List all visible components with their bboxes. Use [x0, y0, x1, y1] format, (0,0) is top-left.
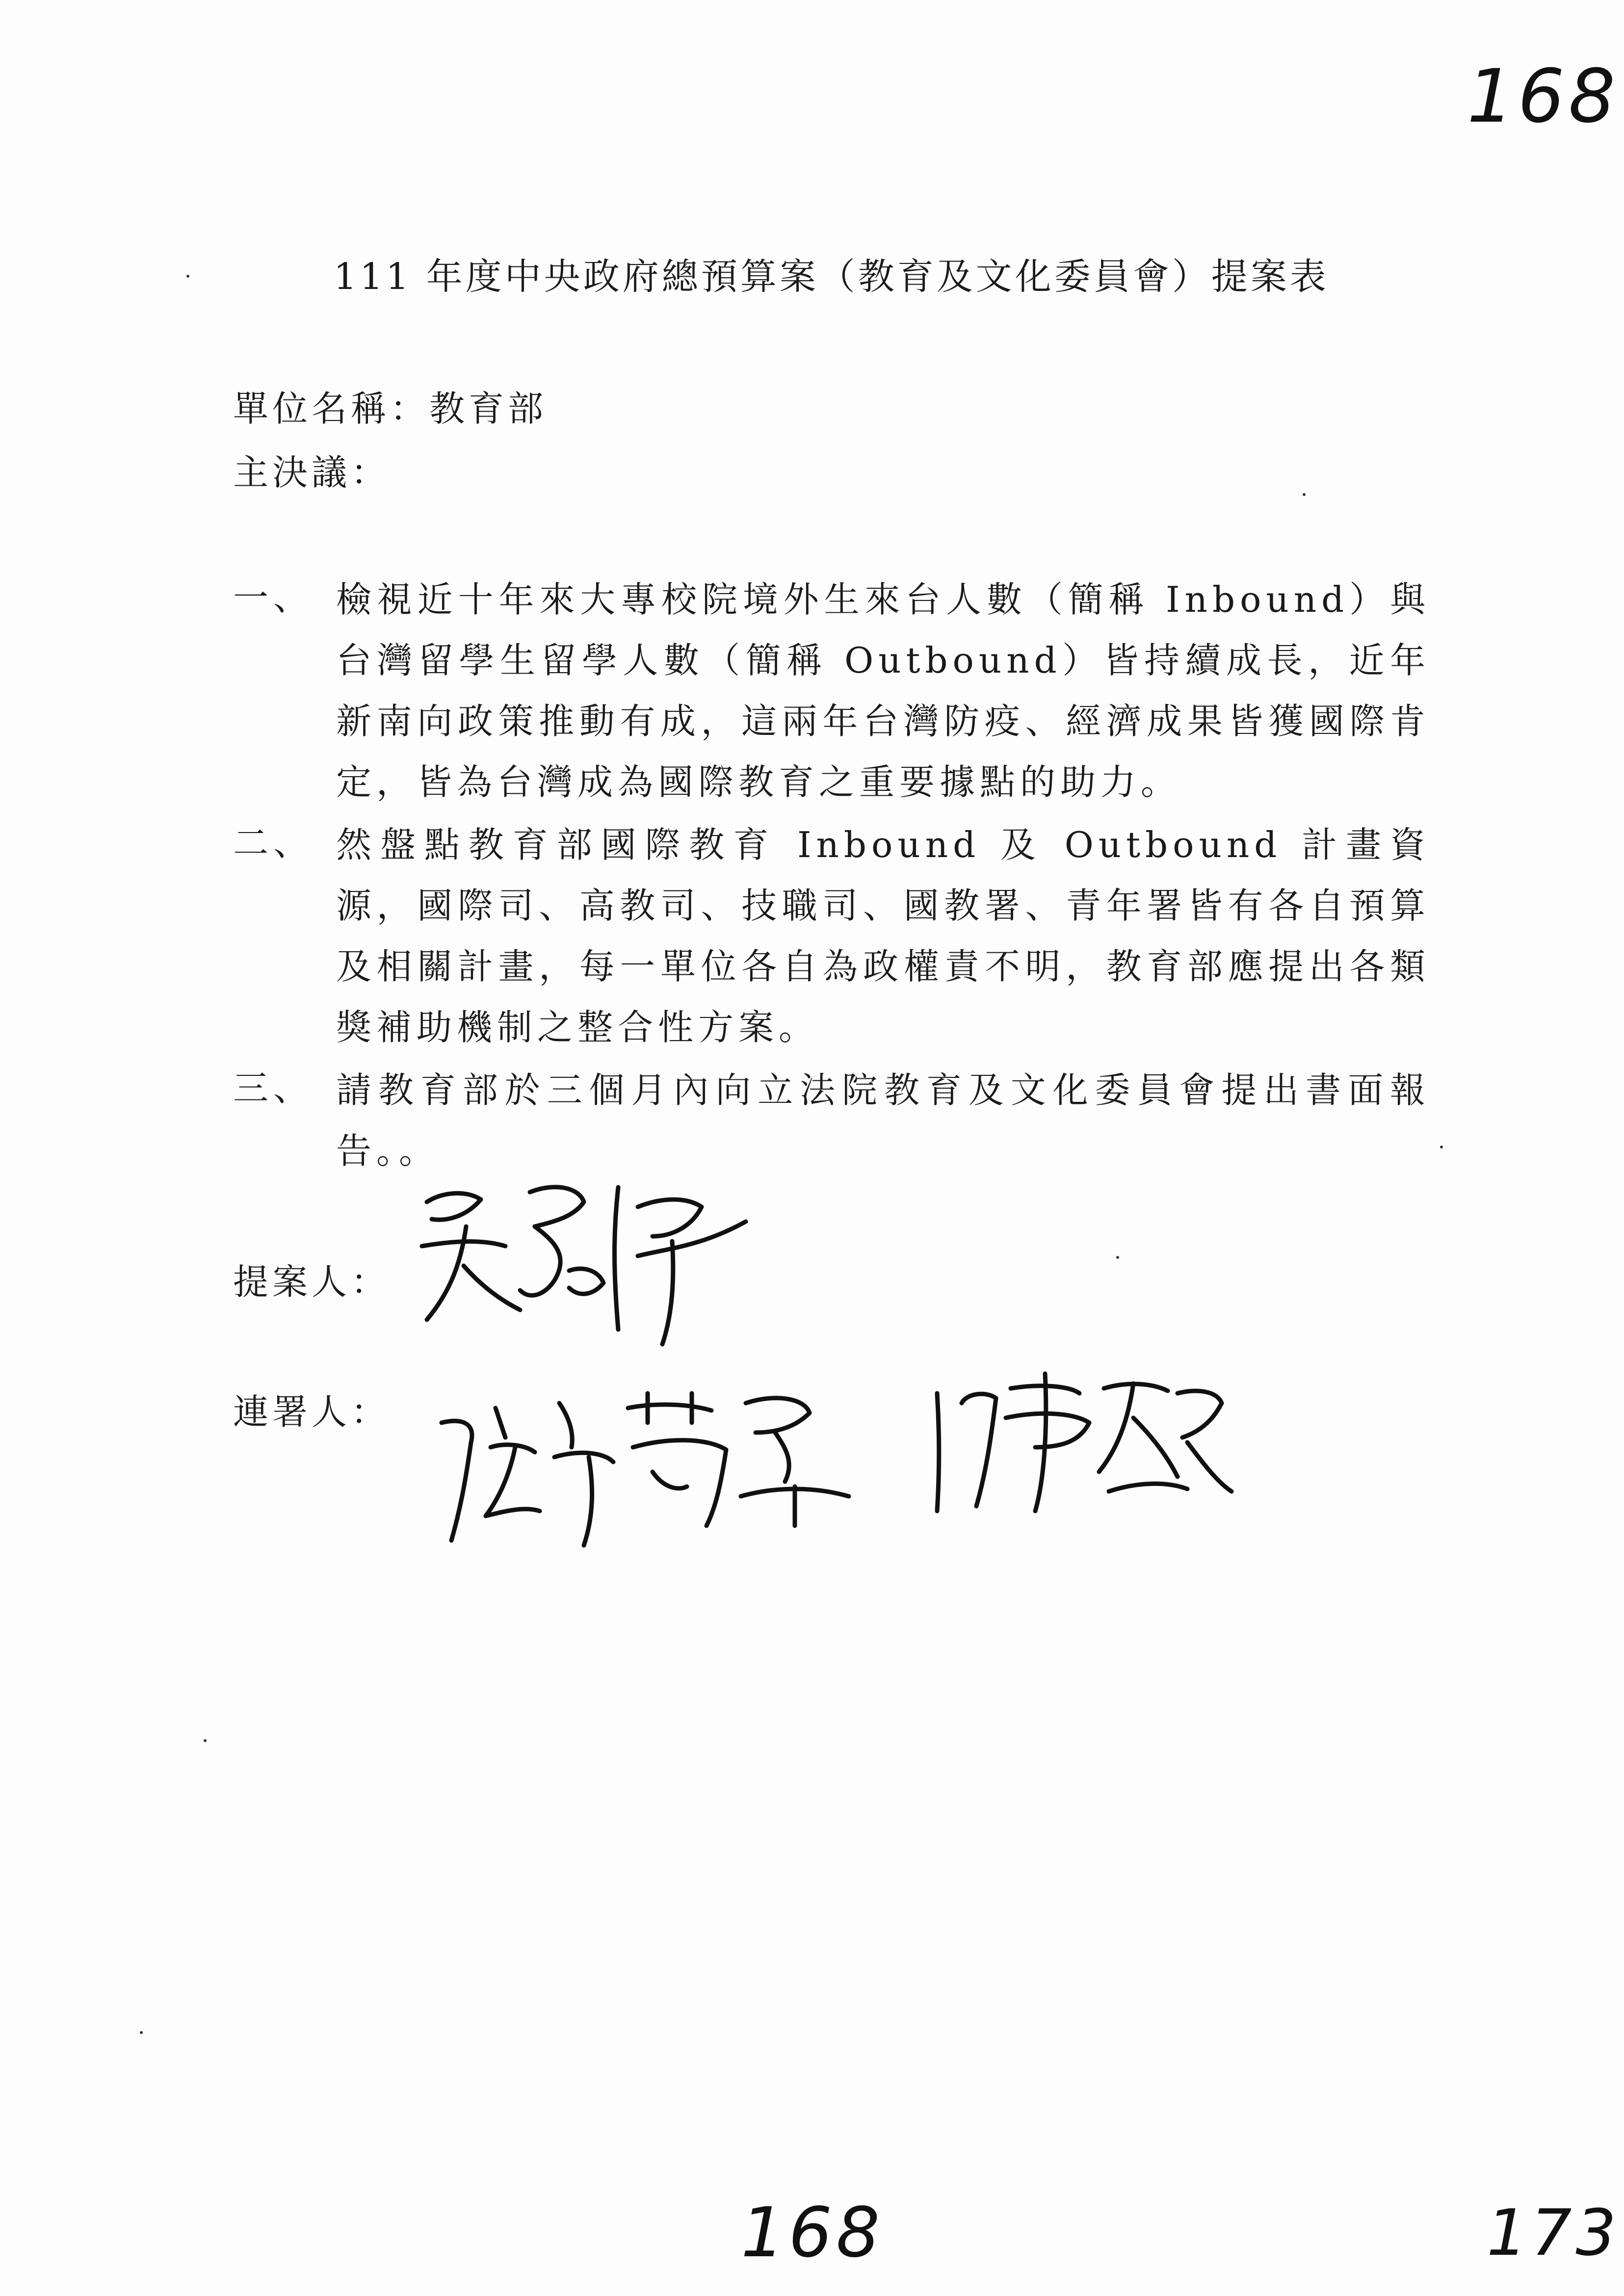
item-text: 請教育部於三個月內向立法院教育及文化委員會提出書面報告。。: [336, 1070, 1430, 1172]
unit-name: 單位名稱：教育部: [233, 388, 548, 429]
item-text: 檢視近十年來大專校院境外生來台人數（簡稱 Inbound）與台灣留學生留學人數（簡稱 Outbound）皆持續成長，近年新南向政策推動有成，這兩年台灣防疫、經濟成果皆獲國際肯定，皆為台灣成為國際教育之重要據點的助力。: [336, 579, 1430, 803]
page-number-bottom-right: 173: [1487, 2195, 1621, 2270]
item-marker: 三、: [233, 1068, 314, 1109]
proposer-signature: [407, 1173, 760, 1359]
scan-speck: [140, 2031, 143, 2034]
page-number-top-right: 168: [1467, 54, 1620, 139]
scan-speck: [1116, 1256, 1119, 1259]
page-number-bottom-center: 168: [741, 2193, 884, 2273]
scan-speck: [1303, 493, 1306, 496]
cosigner-signature-1: [432, 1364, 903, 1560]
item-marker: 二、: [233, 822, 314, 863]
proposer-label: 提案人：: [233, 1261, 391, 1303]
scan-speck: [204, 1739, 207, 1742]
document-title: 111 年度中央政府總預算案（教育及文化委員會）提案表: [334, 256, 1329, 298]
item-text: 然盤點教育部國際教育 Inbound 及 Outbound 計畫資源，國際司、高教司、技職司、國教署、青年署皆有各自預算及相關計畫，每一單位各自為政權責不明，教育部應提出各類獎補助機制之整合性方案。: [336, 824, 1430, 1048]
cosigner-signature-2: [922, 1364, 1241, 1521]
resolution-heading: 主決議：: [233, 452, 391, 493]
scan-speck: [1440, 1146, 1443, 1148]
scan-speck: [186, 275, 189, 278]
cosigner-label: 連署人：: [233, 1391, 391, 1433]
item-marker: 一、: [233, 577, 314, 618]
